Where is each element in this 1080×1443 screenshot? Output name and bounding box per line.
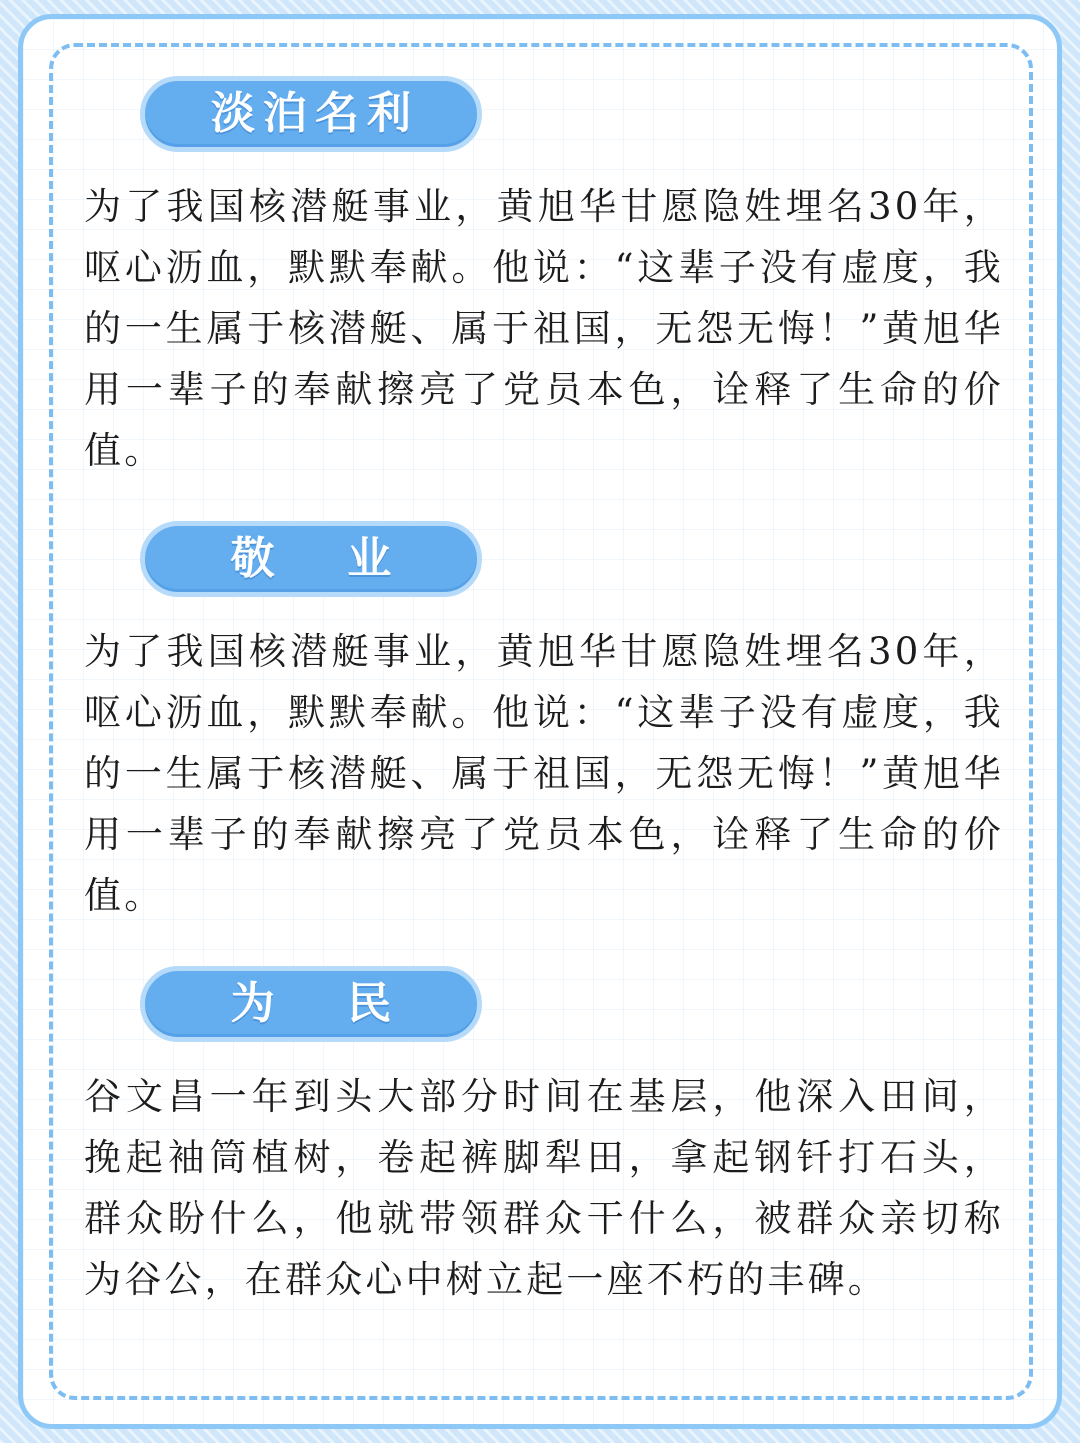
- section-heading-2: 敬 业: [230, 533, 406, 584]
- section-heading-1: 淡泊名利: [211, 88, 419, 139]
- section-heading-pill-1: [140, 76, 482, 152]
- section-heading-3: 为 民: [230, 978, 406, 1029]
- section-heading-pill-2: [140, 521, 482, 597]
- section-body-1: 为了我国核潜艇事业，黄旭华甘愿隐姓埋名30年，呕心沥血，默默奉献。他说：“这辈子没有虚度，我的一生属于核潜艇、属于祖国，无怨无悔！”黄旭华用一辈子的奉献擦亮了党员本色，诠释了生命的价值。: [84, 185, 1004, 472]
- section-body-3: 谷文昌一年到头大部分时间在基层，他深入田间，挽起袖筒植树，卷起裤脚犁田，拿起钢钎打石头，群众盼什么，他就带领群众干什么，被群众亲切称为谷公，在群众心中树立起一座不朽的丰碑。: [84, 1075, 1004, 1301]
- section-heading-pill-3: [140, 966, 482, 1042]
- section-body-2: 为了我国核潜艇事业，黄旭华甘愿隐姓埋名30年，呕心沥血，默默奉献。他说：“这辈子没有虚度，我的一生属于核潜艇、属于祖国，无怨无悔！”黄旭华用一辈子的奉献擦亮了党员本色，诠释了生命的价值。: [84, 630, 1004, 917]
